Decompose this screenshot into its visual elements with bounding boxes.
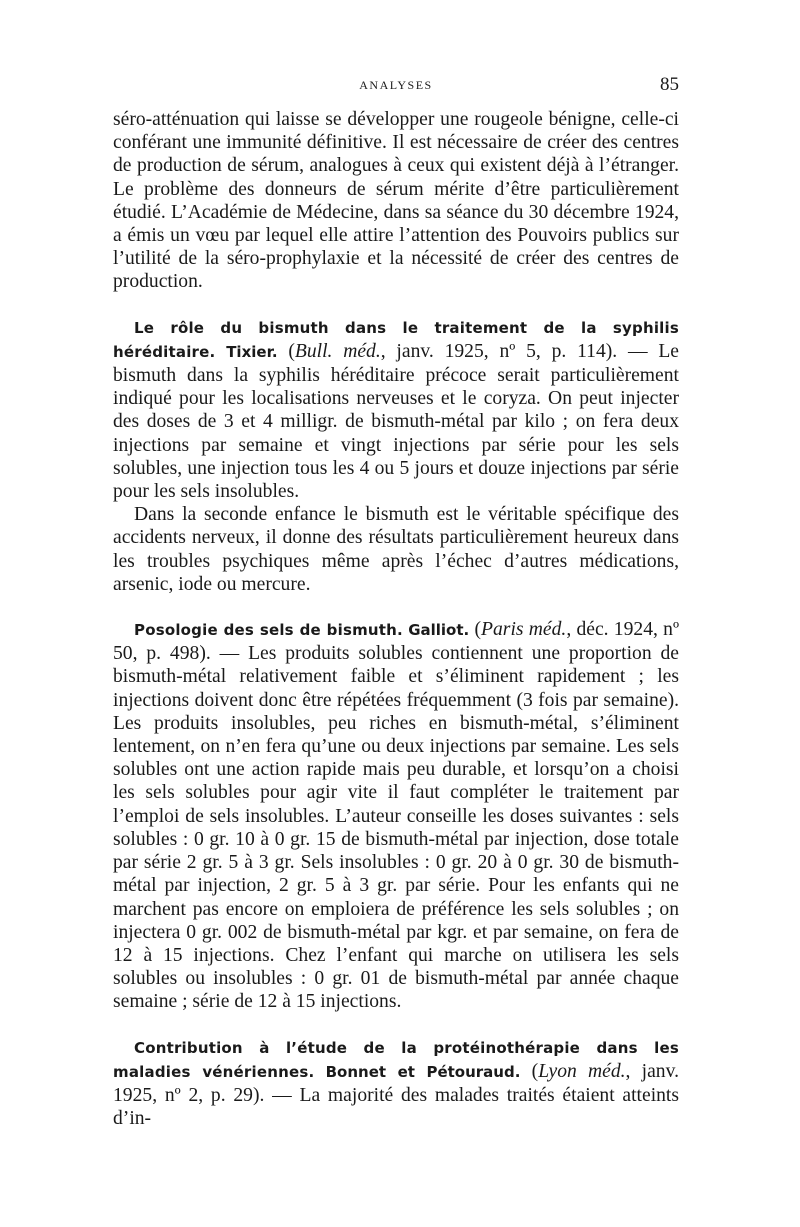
article-title: Le rôle du bismuth dans le traitement de la syphilis héréditaire. [113,318,679,361]
citation-details: , janv. 1925, nº 2, p. 29). [113,1060,680,1106]
citation-open: ( [531,1060,539,1082]
article-title: Contribution à l’étude de la protéinothérapie dans les maladies vénériennes. [113,1038,679,1081]
citation-open: ( [474,619,482,641]
page-body [113,108,679,1130]
page-number: 85 [660,74,679,95]
running-head [113,74,679,98]
article-entry [113,618,679,1013]
article-text: — La majorité des malades traités étaient atteints d’in- [113,1084,680,1130]
page [113,74,679,1130]
article-author: Bonnet et Pétouraud. [325,1062,521,1081]
journal-name: Lyon méd. [538,1060,626,1082]
article-text-continuation: Dans la seconde enfance le bismuth est le véritable spécifique des accidents nerveux, il donne des résultats particulièrement heureux dans les troubles psychiques même après l’échec d’autres médications, arsenic, iode ou mercure. [113,504,679,595]
article-title: Posologie des sels de bismuth. [134,621,403,640]
running-head-title: ANALYSES [359,78,433,92]
article-entry [113,316,679,504]
article-entry [113,1036,679,1131]
article-author: Galliot. [408,621,470,640]
journal-name: Paris méd. [481,619,567,641]
journal-name: Bull. méd. [294,340,381,362]
citation-open: ( [288,340,295,362]
citation-details: , janv. 1925, nº 5, p. 114). [380,340,618,362]
article-author: Tixier. [226,342,278,361]
article-text: — Les produits solubles contiennent une proportion de bismuth-métal relativement faible et s’éliminent rapidement ; les injections doivent donc être répétées fréquemment (3 fois par semaine). Les produits insolubles, peu riches en bismuth-métal, s’éliminent lentement, on n’en fera qu’une ou deux injections par semaine. Les sels solubles ont une action rapide mais peu durable, et lorsqu’on a choisi les sels solubles pour agir vite il faut compléter le traitement par l’emploi de sels insolubles. L’auteur conseille les doses suivantes : sels solubles : 0 gr. 10 à 0 gr. 15 de bismuth-métal par injection, dose totale par série 2 gr. 5 à 3 gr. Sels insolubles : 0 gr. 20 à 0 gr. 30 de bismuth-métal par injection, 2 gr. 5 à 3 gr. par série. Pour les enfants qui ne marchent pas encore on emploiera de préférence les sels solubles ; on injectera 0 gr. 002 de bismuth-métal par kgr. et par semaine, on fera de 12 à 15 injections. Chez l’enfant qui marche on utilisera les sels solubles ou insolubles : 0 gr. 01 de bismuth-métal par année chaque semaine ; série de 12 à 15 injections. [113,643,679,1013]
article-text: — Le bismuth dans la syphilis héréditaire précoce serait particulièrement indiqué pour les localisations nerveuses et le coryza. On peut injecter des doses de 3 et 4 milligr. de bismuth-métal par kilo ; on fera deux injections par semaine et vingt injections par série pour les sels solubles, une injection tous les 4 ou 5 jours et douze injections par série pour les sels insolubles. [113,340,680,503]
citation-details: , déc. 1924, nº 50, p. 498). [113,619,680,665]
paragraph-continuation: séro-atténuation qui laisse se développer une rougeole bénigne, celle-ci conférant une immunité définitive. Il est nécessaire de créer des centres de production de sérum, analogues à ceux qui existent déjà à l’étranger. Le problème des donneurs de sérum mérite d’être particulièrement étudié. L’Académie de Médecine, dans sa séance du 30 décembre 1924, a émis un vœu par lequel elle attire l’attention des Pouvoirs publics sur l’utilité de la séro-prophylaxie et la nécessité de créer des centres de production. [113,109,679,293]
